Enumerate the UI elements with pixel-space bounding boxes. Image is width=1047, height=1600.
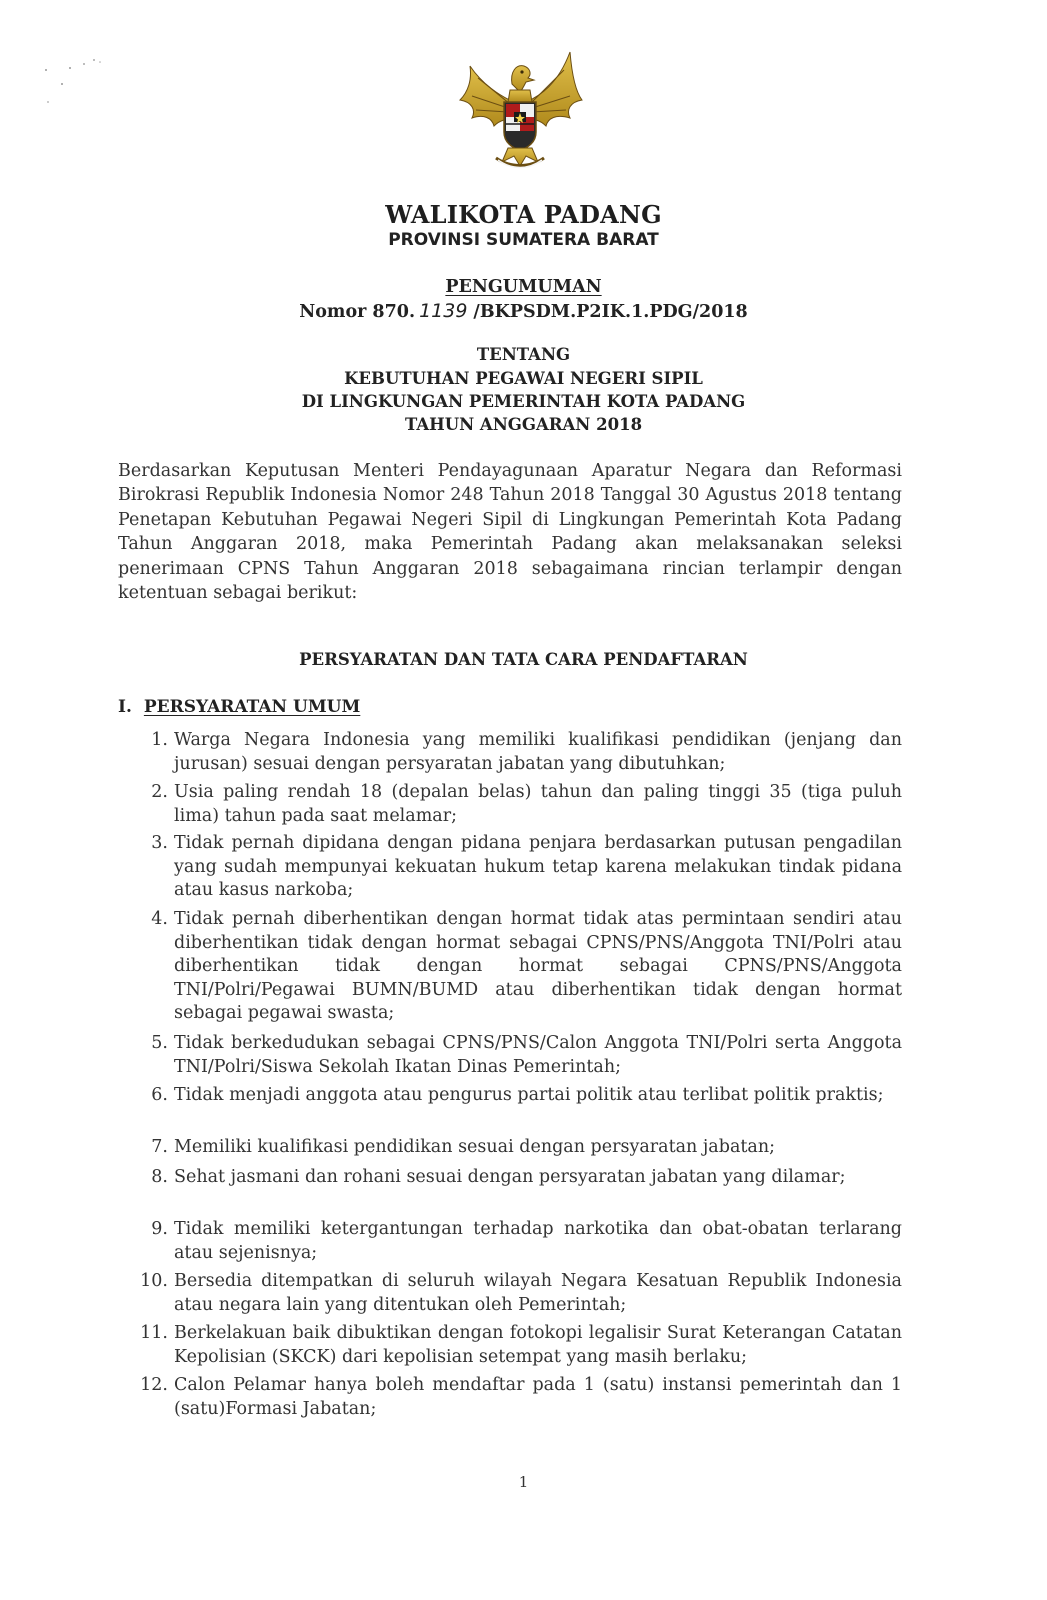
item-text: Sehat jasmani dan rohani sesuai dengan persyaratan jabatan yang dilamar;	[174, 1167, 846, 1187]
garuda-emblem-icon	[452, 44, 588, 174]
item-text: Usia paling rendah 18 (depalan belas) tahun dan paling tinggi 35 (tiga puluh lima) tahun pada saat melamar;	[174, 782, 902, 826]
number-prefix: Nomor 870.	[299, 302, 416, 322]
subject-line: TAHUN ANGGARAN 2018	[404, 415, 643, 434]
subject-line: DI LINGKUNGAN PEMERINTAH KOTA PADANG	[301, 392, 746, 411]
item-number: 2.	[151, 782, 168, 802]
subject-line: KEBUTUHAN PEGAWAI NEGERI SIPIL	[344, 369, 703, 388]
item-number: 5.	[151, 1033, 168, 1053]
item-text: Tidak memiliki ketergantungan terhadap narkotika dan obat-obatan terlarang atau sejenisnya;	[174, 1219, 902, 1263]
item-number: 3.	[151, 833, 168, 853]
item-text: Memiliki kualifikasi pendidikan sesuai dengan persyaratan jabatan;	[174, 1137, 776, 1157]
scan-specks	[40, 48, 110, 118]
number-suffix: /BKPSDM.P2IK.1.PDG/2018	[473, 302, 748, 322]
requirement-item	[130, 1218, 902, 1265]
item-number: 8.	[151, 1167, 168, 1187]
item-text: Tidak berkedudukan sebagai CPNS/PNS/Calon Anggota TNI/Polri serta Anggota TNI/Polri/Siswa Sekolah Ikatan Dinas Pemerintah;	[174, 1033, 902, 1077]
item-number: 6.	[151, 1085, 168, 1105]
item-text: Tidak menjadi anggota atau pengurus partai politik atau terlibat politik praktis;	[174, 1085, 884, 1105]
item-number: 9.	[151, 1219, 168, 1239]
item-number: 1.	[151, 730, 168, 750]
item-text: Calon Pelamar hanya boleh mendaftar pada 1 (satu) instansi pemerintah dan 1 (satu)Formasi Jabatan;	[174, 1375, 902, 1419]
item-text: Berkelakuan baik dibuktikan dengan fotokopi legalisir Surat Keterangan Catatan Kepolisian (SKCK) dari kepolisian setempat yang masih berlaku;	[174, 1323, 902, 1367]
part-numeral: I.	[118, 697, 132, 717]
requirement-item	[130, 832, 902, 903]
intro-paragraph: Berdasarkan Keputusan Menteri Pendayagunaan Aparatur Negara dan Reformasi Birokrasi Republik Indonesia Nomor 248 Tahun 2018 Tanggal 30 Agustus 2018 tentang Penetapan Kebutuhan Pegawai Negeri Sipil di Lingkungan Pemerintah Kota Padang Tahun Anggaran 2018, maka Pemerintah Padang akan melaksanakan seleksi penerimaan CPNS Tahun Anggaran 2018 sebagaimana rincian terlampir dengan ketentuan sebagai berikut:	[118, 461, 902, 604]
requirement-item	[130, 781, 902, 828]
part-heading	[118, 697, 360, 717]
item-number: 11.	[140, 1323, 168, 1343]
province-subtitle: PROVINSI SUMATERA BARAT	[388, 230, 659, 250]
about-label: TENTANG	[476, 345, 571, 364]
item-text: Tidak pernah diberhentikan dengan hormat tidak atas permintaan sendiri atau diberhentikan tidak dengan hormat sebagai CPNS/PNS/Anggota TNI/Polri atau diberhentikan tidak dengan hormat sebagai CPNS/PNS/Anggota TNI/Polri/Pegawai BUMN/BUMD atau diberhentikan tidak dengan hormat sebagai pegawai swasta;	[174, 909, 902, 1024]
requirement-item	[130, 1136, 902, 1160]
document-number	[0, 300, 1047, 322]
requirement-item	[130, 908, 902, 1026]
item-text: Warga Negara Indonesia yang memiliki kualifikasi pendidikan (jenjang dan jurusan) sesuai dengan persyaratan jabatan yang dibutuhkan;	[174, 730, 902, 774]
requirement-item	[130, 1084, 902, 1108]
requirement-item	[130, 1166, 902, 1190]
item-number: 12.	[140, 1375, 168, 1395]
requirement-item	[130, 1032, 902, 1079]
item-text: Bersedia ditempatkan di seluruh wilayah Negara Kesatuan Republik Indonesia atau negara lain yang ditentukan oleh Pemerintah;	[174, 1271, 902, 1315]
requirement-item	[130, 1322, 902, 1369]
agency-title: WALIKOTA PADANG	[385, 200, 662, 229]
part-title: PERSYARATAN UMUM	[143, 697, 361, 717]
requirement-item	[130, 729, 902, 776]
item-number: 4.	[151, 909, 168, 929]
item-number: 10.	[140, 1271, 168, 1291]
section-title: PERSYARATAN DAN TATA CARA PENDAFTARAN	[299, 650, 748, 669]
handwritten-number: 1139	[419, 300, 468, 322]
requirement-item	[130, 1374, 902, 1421]
item-number: 7.	[151, 1137, 168, 1157]
page-number: 1	[518, 1473, 529, 1491]
document-type-heading: PENGUMUMAN	[445, 277, 602, 297]
requirement-item	[130, 1270, 902, 1317]
item-text: Tidak pernah dipidana dengan pidana penjara berdasarkan putusan pengadilan yang sudah mempunyai kekuatan hukum tetap karena melakukan tindak pidana atau kasus narkoba;	[174, 833, 902, 901]
